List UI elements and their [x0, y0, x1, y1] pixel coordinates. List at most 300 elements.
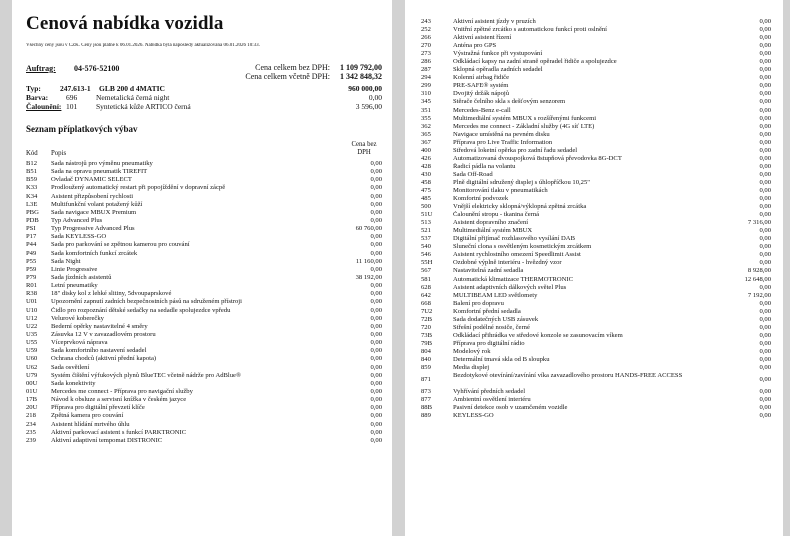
table-row	[421, 316, 771, 324]
option-price: 0,00	[370, 330, 382, 338]
table-row	[26, 233, 382, 241]
option-price: 0,00	[759, 18, 771, 25]
option-description: KEYLESS-GO	[453, 412, 494, 420]
option-code: B12	[26, 160, 37, 167]
table-row	[421, 332, 771, 340]
table-row	[421, 235, 771, 243]
option-price: 0,00	[370, 412, 382, 420]
option-price: 0,00	[370, 396, 382, 404]
table-row	[421, 267, 771, 275]
option-description: Sada na opravu pneumatik TIREFIT	[51, 168, 148, 176]
vehicle-color-row	[26, 93, 382, 102]
option-code: 72B	[421, 315, 432, 323]
option-description: Výstražná funkce při vystupování	[453, 50, 543, 58]
option-description: Letní pneumatiky	[51, 282, 98, 290]
vehicle-color-label: Barva:	[26, 93, 49, 102]
option-description: Bezdotykové otevírání/zavírání víka zavazadlového prostoru HANDS-FREE ACCESS	[453, 372, 683, 380]
option-code: 475	[421, 186, 431, 194]
table-row	[421, 58, 771, 66]
option-description: Asistent rychlostního omezení Speedlimit Assist	[453, 251, 581, 259]
table-row	[421, 18, 771, 26]
option-description: Řadicí pádla na volantu	[453, 162, 516, 170]
total-inc-vat-label: Cena celkem včetně DPH:	[245, 72, 330, 81]
option-description: Čalounění stropu - tkanina černá	[453, 211, 540, 219]
option-price: 0,00	[759, 203, 771, 211]
option-price: 38 192,00	[355, 273, 382, 281]
option-description: Příprava pro digitální rádio	[453, 339, 525, 347]
option-price: 0,00	[759, 323, 771, 331]
table-row	[26, 412, 382, 420]
option-description: Sada osvětlení	[51, 363, 90, 371]
option-code: 73B	[421, 331, 432, 339]
option-code: 426	[421, 154, 431, 162]
option-code: 840	[421, 355, 431, 363]
option-price: 0,00	[759, 50, 771, 58]
option-price: 0,00	[759, 315, 771, 323]
option-price: 0,00	[759, 251, 771, 259]
option-price: 0,00	[759, 122, 771, 130]
table-row	[26, 388, 382, 396]
table-row	[421, 219, 771, 227]
table-row	[26, 437, 382, 445]
table-row	[421, 171, 771, 179]
option-price: 0,00	[759, 74, 771, 82]
option-price: 0,00	[370, 290, 382, 298]
option-code: U62	[26, 363, 38, 371]
option-price: 0,00	[759, 170, 771, 178]
option-price: 0,00	[759, 331, 771, 339]
table-row	[421, 243, 771, 251]
table-row	[421, 147, 771, 155]
option-description: Ambientní osvětlení interiéru	[453, 396, 531, 404]
option-price: 0,00	[759, 227, 771, 235]
option-description: Sada pro parkování se zpětnou kamerou pro couvání	[51, 241, 190, 249]
option-code: 546	[421, 251, 431, 259]
table-row	[26, 307, 382, 315]
option-price: 0,00	[370, 216, 382, 224]
vehicle-upholstery-code: 101	[66, 102, 78, 111]
option-description: Automatizovaná dvouspojková 8stupňová převodovka 8G-DCT	[453, 154, 622, 162]
option-description: Ozdobné výplně interiéru - hvězdný vzor	[453, 259, 562, 267]
option-description: Sada nástrojů pro výměnu pneumatiky	[51, 160, 153, 167]
option-code: R01	[26, 282, 37, 290]
option-price: 12 648,00	[744, 275, 771, 283]
option-description: Nastavitelná zadní sedadla	[453, 267, 524, 275]
option-code: 239	[26, 436, 36, 444]
option-code: U01	[26, 298, 38, 306]
table-row	[26, 421, 382, 429]
option-description: Modelový rok	[453, 347, 491, 355]
option-description: Sada KEYLESS-GO	[51, 233, 107, 241]
table-row	[26, 225, 382, 233]
option-code: 400	[421, 146, 431, 154]
option-code: 287	[421, 66, 431, 74]
option-price: 0,00	[370, 436, 382, 444]
table-row	[26, 331, 382, 339]
option-description: Bederní opěrky nastavitelné 4 směry	[51, 322, 148, 330]
option-code: 877	[421, 396, 431, 404]
option-price: 0,00	[759, 211, 771, 219]
option-price: 0,00	[759, 299, 771, 307]
option-description: Zpětná kamera pro couvání	[51, 412, 124, 420]
table-row	[421, 50, 771, 58]
option-description: Aktivní asistent jízdy v pruzích	[453, 18, 536, 25]
option-code: 270	[421, 42, 431, 50]
options-table-left	[26, 160, 382, 445]
option-code: 310	[421, 90, 431, 98]
option-code: 235	[26, 428, 36, 436]
option-code: P17	[26, 233, 37, 241]
option-price: 0,00	[759, 259, 771, 267]
option-price: 0,00	[759, 376, 771, 384]
option-description: Determální tmavá skla od B sloupku	[453, 355, 550, 363]
option-price: 0,00	[370, 265, 382, 273]
table-row	[26, 396, 382, 404]
header-code: Kód	[26, 150, 38, 157]
table-row	[26, 372, 382, 380]
option-code: 540	[421, 243, 431, 251]
table-row	[421, 82, 771, 90]
table-row	[421, 98, 771, 106]
option-price: 0,00	[759, 364, 771, 372]
option-code: 513	[421, 219, 431, 227]
option-description: Systém čištění výfukových plynů BlueTEC včetně nádrže pro AdBlue®	[51, 371, 241, 379]
option-price: 0,00	[370, 168, 382, 176]
option-code: 720	[421, 323, 431, 331]
option-description: Vnější elektricky sklopná/výklopná zpětná zrcátka	[453, 203, 587, 211]
option-description: Dvojitý držák nápojů	[453, 90, 510, 98]
option-description: Pasivní detekce osob v uzamčeném vozidle	[453, 404, 568, 412]
option-code: 365	[421, 130, 431, 138]
option-price: 0,00	[759, 243, 771, 251]
table-row	[421, 356, 771, 364]
table-row	[421, 195, 771, 203]
option-price: 0,00	[759, 186, 771, 194]
option-description: Vyhřívání předních sedadel	[453, 388, 526, 396]
option-description: Střešní podélné nosiče, černé	[453, 323, 530, 331]
table-row	[26, 160, 382, 168]
option-price: 0,00	[370, 379, 382, 387]
vehicle-upholstery-price: 3 596,00	[355, 102, 382, 111]
table-row	[421, 324, 771, 332]
option-description: Návod k obsluze a servisní knížka v českém jazyce	[51, 396, 187, 404]
option-description: Vnitřní zpětné zrcátko s automatickou funkcí proti oslnění	[453, 26, 607, 34]
option-code: L3E	[26, 200, 38, 208]
table-row	[26, 404, 382, 412]
option-code: 294	[421, 74, 431, 82]
table-row	[421, 107, 771, 115]
table-row	[26, 201, 382, 209]
option-description: Sada komfortního nastavení sedadel	[51, 347, 147, 355]
table-row	[26, 323, 382, 331]
option-code: P59	[26, 265, 37, 273]
option-code: K34	[26, 192, 38, 200]
option-price: 0,00	[370, 176, 382, 184]
option-price: 0,00	[370, 420, 382, 428]
option-code: U22	[26, 322, 38, 330]
table-row	[421, 292, 771, 300]
option-price: 0,00	[759, 388, 771, 396]
option-description: Mercedes-Benz e-call	[453, 106, 511, 114]
option-code: U10	[26, 306, 38, 314]
option-price: 0,00	[759, 154, 771, 162]
order-number	[26, 64, 119, 73]
option-code: 7U2	[421, 307, 433, 315]
option-code: 273	[421, 50, 431, 58]
option-description: Komfortní podvozek	[453, 195, 509, 203]
options-table-right	[421, 18, 771, 420]
vehicle-type-price: 960 000,00	[348, 84, 382, 93]
option-description: 18" disky kol z lehké slitiny, 5dvoupaprskové	[51, 290, 172, 298]
option-code: 871	[421, 376, 431, 384]
option-description: Mercedes me connect - Příprava pro navigační služby	[51, 387, 193, 395]
option-code: U59	[26, 347, 38, 355]
table-row	[421, 259, 771, 267]
option-code: 362	[421, 122, 431, 130]
table-row	[26, 298, 382, 306]
option-description: Zásuvka 12 V v zavazadlovém prostoru	[51, 330, 156, 338]
option-code: 628	[421, 283, 431, 291]
option-code: P49	[26, 249, 37, 257]
option-price: 0,00	[759, 412, 771, 420]
option-price: 8 928,00	[747, 267, 771, 275]
option-description: MULTIBEAM LED světlomety	[453, 291, 538, 299]
option-code: 859	[421, 364, 431, 372]
table-row	[421, 163, 771, 171]
option-code: 286	[421, 58, 431, 66]
option-description: Aktivní adaptivní tempomat DISTRONIC	[51, 436, 163, 444]
option-description: Kolenní airbag řidiče	[453, 74, 510, 82]
table-row	[421, 74, 771, 82]
option-description: Monitorování tlaku v pneumatikách	[453, 186, 548, 194]
vehicle-color-price: 0,00	[368, 93, 382, 102]
table-row	[421, 251, 771, 259]
table-row	[421, 364, 771, 372]
table-row	[26, 339, 382, 347]
option-price: 0,00	[370, 314, 382, 322]
option-price: 0,00	[370, 355, 382, 363]
option-code: R38	[26, 290, 37, 298]
option-price: 0,00	[370, 192, 382, 200]
vehicle-upholstery-row	[26, 102, 382, 111]
option-code: P44	[26, 241, 37, 249]
option-description: Automatická klimatizace THERMOTRONIC	[453, 275, 574, 283]
option-code: 889	[421, 412, 431, 420]
table-row	[26, 364, 382, 372]
option-description: Stěrače čelního skla s dešťovým senzorem	[453, 98, 566, 106]
option-code: 458	[421, 178, 431, 186]
option-description: Asistent adaptivních dálkových světel Plus	[453, 283, 567, 291]
option-code: 500	[421, 203, 431, 211]
table-row	[421, 139, 771, 147]
option-code: B51	[26, 168, 37, 176]
option-price: 0,00	[759, 347, 771, 355]
option-price: 0,00	[759, 195, 771, 203]
option-code: 367	[421, 138, 431, 146]
option-price: 0,00	[759, 106, 771, 114]
option-price: 0,00	[759, 283, 771, 291]
table-row	[26, 250, 382, 258]
option-description: Digitální přijímač rozhlasového vysílání DAB	[453, 235, 575, 243]
table-row	[421, 412, 771, 420]
table-row	[421, 26, 771, 34]
option-description: Multimediální systém MBUX s rozšířenými funkcemi	[453, 114, 597, 122]
option-price: 0,00	[370, 371, 382, 379]
option-code: 20U	[26, 404, 38, 412]
table-row	[26, 355, 382, 363]
option-code: 266	[421, 34, 431, 42]
option-description: Prodloužený automatický restart při popojíždění v dopravní zácpě	[51, 184, 226, 192]
option-code: PSI	[26, 225, 36, 233]
option-description: Typ Advanced Plus	[51, 216, 103, 224]
option-code: 351	[421, 106, 431, 114]
option-code: 252	[421, 26, 431, 34]
table-row	[26, 290, 382, 298]
table-row	[26, 184, 382, 192]
option-description: Sada komfortních funkcí zrcátek	[51, 249, 138, 257]
option-code: 428	[421, 162, 431, 170]
option-code: 88B	[421, 404, 432, 412]
option-code: PDB	[26, 216, 39, 224]
table-row	[421, 308, 771, 316]
table-row	[421, 187, 771, 195]
option-code: U79	[26, 371, 38, 379]
option-code: P79	[26, 273, 37, 281]
option-price: 0,00	[759, 307, 771, 315]
option-code: 79B	[421, 339, 432, 347]
table-row	[421, 276, 771, 284]
document-title: Cenová nabídka vozidla	[26, 13, 224, 34]
option-price: 0,00	[370, 387, 382, 395]
option-description: Multimediální systém MBUX	[453, 227, 533, 235]
table-row	[421, 179, 771, 187]
table-row	[26, 209, 382, 217]
option-price: 0,00	[370, 322, 382, 330]
option-price: 0,00	[370, 184, 382, 192]
vehicle-type-code: 247.613-1	[60, 84, 91, 93]
option-description: Odkládací kapsy na zadní straně opěradel řidiče a spolujezdce	[453, 58, 617, 66]
option-code: 430	[421, 170, 431, 178]
option-price: 0,00	[370, 404, 382, 412]
vehicle-color-desc: Nemetalická černá night	[96, 93, 170, 102]
table-row	[421, 372, 771, 388]
option-price: 0,00	[759, 98, 771, 106]
option-description: Mercedes me connect - Základní služby (4G síť LTE)	[453, 122, 595, 130]
option-description: Typ Progressive Advanced Plus	[51, 225, 135, 233]
option-code: P55	[26, 257, 37, 265]
table-row	[26, 193, 382, 201]
option-description: Aktivní parkovací asistent s funkcí PARKTRONIC	[51, 428, 187, 436]
option-description: Sada dodatečných USB zásuvek	[453, 315, 539, 323]
option-price: 0,00	[370, 249, 382, 257]
option-description: Velurové koberečky	[51, 314, 104, 322]
vehicle-color-code: 696	[66, 93, 78, 102]
option-price: 0,00	[370, 200, 382, 208]
option-price: 0,00	[759, 130, 771, 138]
option-code: 17B	[26, 396, 37, 404]
option-code: 567	[421, 267, 431, 275]
option-price: 0,00	[759, 34, 771, 42]
total-inc-vat-value: 1 342 848,32	[340, 72, 382, 81]
document-page-2	[405, 0, 783, 536]
table-row	[421, 396, 771, 404]
option-description: Sada Night	[51, 257, 81, 265]
option-price: 0,00	[370, 347, 382, 355]
table-row	[421, 34, 771, 42]
option-code: 521	[421, 227, 431, 235]
option-code: U35	[26, 330, 38, 338]
option-price: 7 316,00	[747, 219, 771, 227]
option-code: 299	[421, 82, 431, 90]
option-price: 0,00	[759, 235, 771, 243]
option-price: 0,00	[759, 42, 771, 50]
option-description: Ochrana chodců (aktivní přední kapota)	[51, 355, 157, 363]
option-description: Čidlo pro rozpoznání dětské sedačky na sedadle spolujezdce vpředu	[51, 306, 231, 314]
option-description: Sklopná opěradla zadních sedadel	[453, 66, 543, 74]
option-description: Odkládací přihrádka ve středové konzole se zasunovacím víkem	[453, 331, 623, 339]
options-section-title: Seznam příplatkových výbav	[26, 124, 138, 134]
option-description: Asistent hlídání mrtvého úhlu	[51, 420, 130, 428]
option-description: Sada konektivity	[51, 379, 96, 387]
option-price: 0,00	[370, 282, 382, 290]
table-row	[421, 131, 771, 139]
table-row	[421, 42, 771, 50]
vehicle-type-row	[26, 84, 382, 93]
table-row	[26, 217, 382, 225]
option-code: B59	[26, 176, 37, 184]
option-price: 0,00	[759, 138, 771, 146]
option-description: Sada Off-Road	[453, 170, 493, 178]
option-price: 0,00	[759, 26, 771, 34]
table-row	[421, 227, 771, 235]
option-price: 0,00	[370, 306, 382, 314]
option-code: 345	[421, 98, 431, 106]
option-description: Balení pro dopravu	[453, 299, 504, 307]
option-price: 0,00	[759, 114, 771, 122]
table-row	[421, 90, 771, 98]
table-row	[421, 348, 771, 356]
options-table-header	[26, 141, 382, 161]
option-code: 873	[421, 388, 431, 396]
header-description: Popis	[51, 150, 67, 157]
option-description: Upozornění zapnutí zadních bezpečnostních pásů na sdruženém přístroji	[51, 298, 242, 306]
vehicle-type-desc: GLB 200 d 4MATIC	[99, 84, 165, 93]
table-row	[421, 300, 771, 308]
option-description: Asistent dopravního značení	[453, 219, 529, 227]
table-row	[26, 168, 382, 176]
option-description: Media displej	[453, 364, 490, 372]
header-price: Cena bez DPH	[351, 141, 377, 156]
vehicle-type-label: Typ:	[26, 84, 41, 93]
table-row	[421, 388, 771, 396]
document-page-1	[12, 0, 392, 536]
option-code: 243	[421, 18, 431, 25]
option-description: Víceprvková náprava	[51, 339, 108, 347]
option-price: 0,00	[759, 66, 771, 74]
option-code: 485	[421, 195, 431, 203]
table-row	[26, 347, 382, 355]
option-price: 0,00	[759, 396, 771, 404]
option-price: 0,00	[759, 355, 771, 363]
option-code: K33	[26, 184, 38, 192]
option-description: Sada navigace MBUX Premium	[51, 208, 137, 216]
option-description: Příprava pro digitální převzetí klíče	[51, 404, 145, 412]
option-price: 0,00	[370, 241, 382, 249]
table-row	[26, 266, 382, 274]
option-code: U12	[26, 314, 38, 322]
table-row	[26, 241, 382, 249]
table-row	[26, 315, 382, 323]
